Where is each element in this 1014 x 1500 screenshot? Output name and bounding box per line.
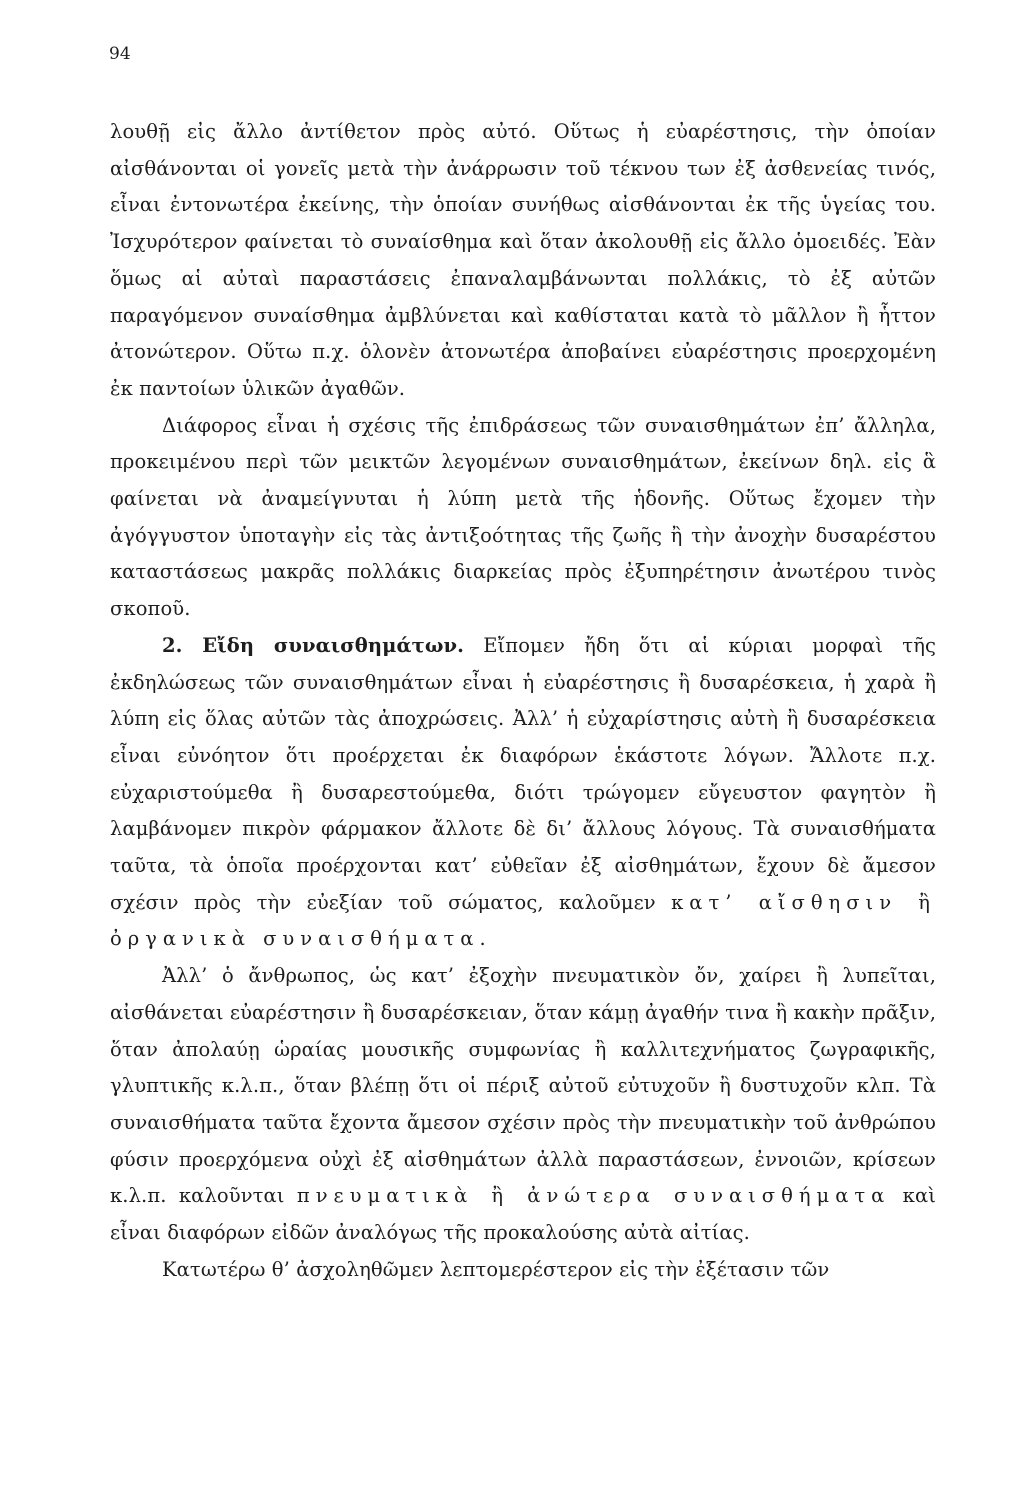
page-number: 94 (109, 44, 131, 64)
paragraph-text: Εἴπομεν ἤδη ὅτι αἱ κύριαι μορφαὶ τῆς ἐκδηλώσεως τῶν συναισθημάτων εἶναι ἡ εὐαρέστησις ἢ δυσαρέσκεια, ἡ χαρὰ ἢ λύπη εἰς ὅλας αὐτῶν τὰς ἀποχρώσεις. Ἀλλ’ ἡ εὐχαρίστησις αὐτὴ ἢ δυσαρέσκεια εἶναι εὐνόητον ὅτι προέρχεται ἐκ διαφόρων ἑκάστοτε λόγων. Ἄλλοτε π.χ. εὐχαριστούμεθα ἢ δυσαρεστούμεθα, διότι τρώγομεν εὔγευστον φαγητὸν ἢ λαμβάνομεν πικρὸν φάρμακον ἄλλοτε δὲ δι’ ἄλλους λόγους. Τὰ συναισθήματα ταῦτα, τὰ ὁποῖα προέρχονται κατ’ εὐθεῖαν ἐξ αἰσθημάτων, ἔχουν δὲ ἄμεσον σχέσιν πρὸς τὴν εὐεξίαν τοῦ σώματος, καλοῦμεν (110, 633, 936, 914)
paragraph-closing: Κατωτέρω θ’ ἀσχοληθῶμεν λεπτομερέστερον εἰς τὴν ἐξέτασιν τῶν (162, 1257, 830, 1281)
paragraph-text-end: καὶ εἶναι διαφόρων εἰδῶν ἀναλόγως τῆς προκαλούσης αὐτὰ αἰτίας. (110, 1184, 936, 1245)
paragraph-continuation: λουθῇ εἰς ἄλλο ἀντίθετον πρὸς αὐτό. Οὕτως ἡ εὐαρέστησις, τὴν ὁποίαν αἰσθάνονται οἱ γονεῖς μετὰ τὴν ἀνάρρωσιν τοῦ τέκνου των ἐξ ἀσθενείας τινός, εἶναι ἐντονωτέρα ἐκείνης, τὴν ὁποίαν συνήθως αἰσθάνονται ἐκ τῆς ὑγείας του. Ἰσχυρότερον φαίνεται τὸ συναίσθημα καὶ ὅταν ἀκολουθῇ εἰς ἄλλο ὁμοειδές. Ἐὰν ὅμως αἱ αὐταὶ παραστάσεις ἐπαναλαμβάνωνται πολλάκις, τὸ ἐξ αὐτῶν παραγόμενον συναίσθημα ἀμβλύνεται καὶ καθίσταται κατὰ τὸ μᾶλλον ἢ ἧττον ἀτονώτερον. Οὕτω π.χ. ὁλονὲν ἀτονωτέρα ἀποβαίνει εὐαρέστησις προερχομένη ἐκ παντοίων ὑλικῶν ἀγαθῶν. (110, 120, 936, 400)
paragraph-text: Ἀλλ’ ὁ ἄνθρωπος, ὡς κατ’ ἐξοχὴν πνευματικὸν ὄν, χαίρει ἢ λυπεῖται, αἰσθάνεται εὐαρέστησιν ἢ δυσαρέσκειαν, ὅταν κάμῃ ἀγαθήν τινα ἢ κακὴν πρᾶξιν, ὅταν ἀπολαύῃ ὡραίας μουσικῆς συμφωνίας ἢ καλλιτεχνήματος ζωγραφικῆς, γλυπτικῆς κ.λ.π., ὅταν βλέπῃ ὅτι οἱ πέριξ αὐτοῦ εὐτυχοῦν ἢ δυστυχοῦν κλπ. Τὰ συναισθήματα ταῦτα ἔχοντα ἄμεσον σχέσιν πρὸς τὴν πνευματικὴν τοῦ ἀνθρώπου φύσιν προερχόμενα οὐχὶ ἐξ αἰσθημάτων ἀλλὰ παραστάσεων, ἐννοιῶν, κρίσεων κ.λ.π. καλοῦνται (110, 964, 936, 1208)
page-body (110, 114, 936, 1289)
spaced-term: πνευματικὰ ἢ ἀνώτερα συναισθήματα (296, 1184, 891, 1208)
paragraph-spiritual-feelings (110, 958, 936, 1252)
section-heading: 2. Εἴδη συναισθημάτων. (162, 633, 465, 657)
spaced-term: κατ’ αἴσθησιν ἢ ὀργανικὰ συναισθήματα (110, 890, 936, 951)
paragraph-kinds-of-feelings (110, 628, 936, 958)
paragraph-text-end: . (479, 927, 486, 951)
paragraph-mixed-feelings: Διάφορος εἶναι ἡ σχέσις τῆς ἐπιδράσεως τῶν συναισθημάτων ἐπ’ ἄλληλα, προκειμένου περὶ τῶν μεικτῶν λεγομένων συναισθημάτων, ἐκείνων δηλ. εἰς ἃ φαίνεται νὰ ἀναμείγνυται ἡ λύπη μετὰ τῆς ἡδονῆς. Οὕτως ἔχομεν τὴν ἀγόγγυστον ὑποταγὴν εἰς τὰς ἀντιξοότητας τῆς ζωῆς ἢ τὴν ἀνοχὴν δυσαρέστου καταστάσεως μακρᾶς πολλάκις διαρκείας πρὸς ἐξυπηρέτησιν ἀνωτέρου τινὸς σκοποῦ. (110, 413, 936, 621)
